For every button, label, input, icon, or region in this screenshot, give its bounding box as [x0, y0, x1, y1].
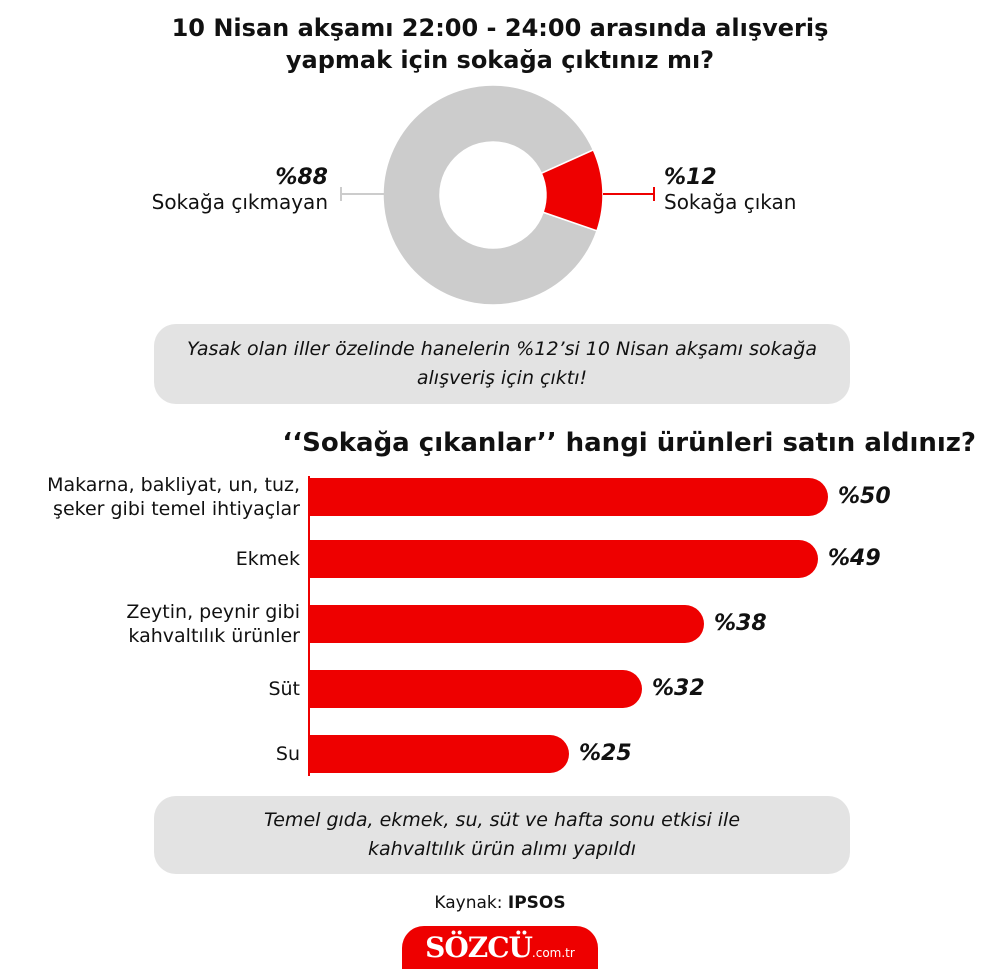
- bar: [310, 670, 642, 708]
- bar-value-label: %49: [828, 546, 881, 571]
- source-prefix: Kaynak:: [434, 893, 503, 913]
- source-name: IPSOS: [507, 893, 566, 913]
- donut-chart: [380, 84, 620, 304]
- note1-line-2: alışveriş için çıktı!: [416, 367, 588, 389]
- title-line-2: yapmak için sokağa çıktınız mı?: [285, 46, 715, 74]
- bar-category-label-line: Süt: [268, 678, 300, 700]
- pie-label-not-out: [152, 166, 328, 214]
- pie-name-not-out: Sokağa çıkmayan: [151, 190, 328, 214]
- sozcu-logo: [402, 926, 598, 969]
- bar-value-label: %32: [652, 676, 705, 701]
- bar: [310, 605, 704, 643]
- page-title: [120, 12, 880, 76]
- bar-category-label-line: Ekmek: [235, 548, 300, 570]
- bar-category-label: [10, 677, 300, 701]
- bar: [310, 540, 818, 578]
- bar-category-label: [10, 473, 300, 521]
- bar-category-label-line: Zeytin, peynir gibi: [126, 601, 300, 623]
- bar-category-label: [10, 600, 300, 648]
- bar-value-label: %50: [838, 484, 891, 509]
- logo-brand: SÖZCÜ: [425, 931, 532, 964]
- summary-note-1: [154, 324, 850, 404]
- pie-label-out: [664, 166, 796, 214]
- title-line-1: 10 Nisan akşamı 22:00 - 24:00 arasında alışveriş: [171, 14, 829, 42]
- note2-line-1: Temel gıda, ekmek, su, süt ve hafta sonu etkisi ile: [263, 809, 741, 831]
- note2-line-2: kahvaltılık ürün alımı yapıldı: [367, 838, 637, 860]
- bar-category-label: [10, 547, 300, 571]
- logo-suffix: .com.tr: [531, 946, 575, 960]
- bar: [310, 735, 569, 773]
- pie-value-not-out: %88: [275, 165, 328, 190]
- pie-value-out: %12: [664, 165, 717, 190]
- pie-connector-right: [603, 193, 655, 195]
- bar-category-label-line: Su: [275, 743, 300, 765]
- source-credit: [0, 893, 1000, 913]
- bar-category-label: [10, 742, 300, 766]
- pie-name-out: Sokağa çıkan: [664, 190, 797, 214]
- bar-value-label: %25: [579, 741, 632, 766]
- pie-connector-left: [340, 193, 394, 195]
- bar-category-label-line: kahvaltılık ürünler: [128, 625, 300, 647]
- bar: [310, 478, 828, 516]
- summary-note-2: [154, 796, 850, 874]
- bar-category-label-line: şeker gibi temel ihtiyaçlar: [53, 498, 300, 520]
- bar-chart-title: ‘‘Sokağa çıkanlar’’ hangi ürünleri satın aldınız?: [282, 428, 976, 458]
- bar-value-label: %38: [714, 611, 767, 636]
- note1-line-1: Yasak olan iller özelinde hanelerin %12’si 10 Nisan akşamı sokağa: [186, 338, 818, 360]
- bar-category-label-line: Makarna, bakliyat, un, tuz,: [47, 474, 300, 496]
